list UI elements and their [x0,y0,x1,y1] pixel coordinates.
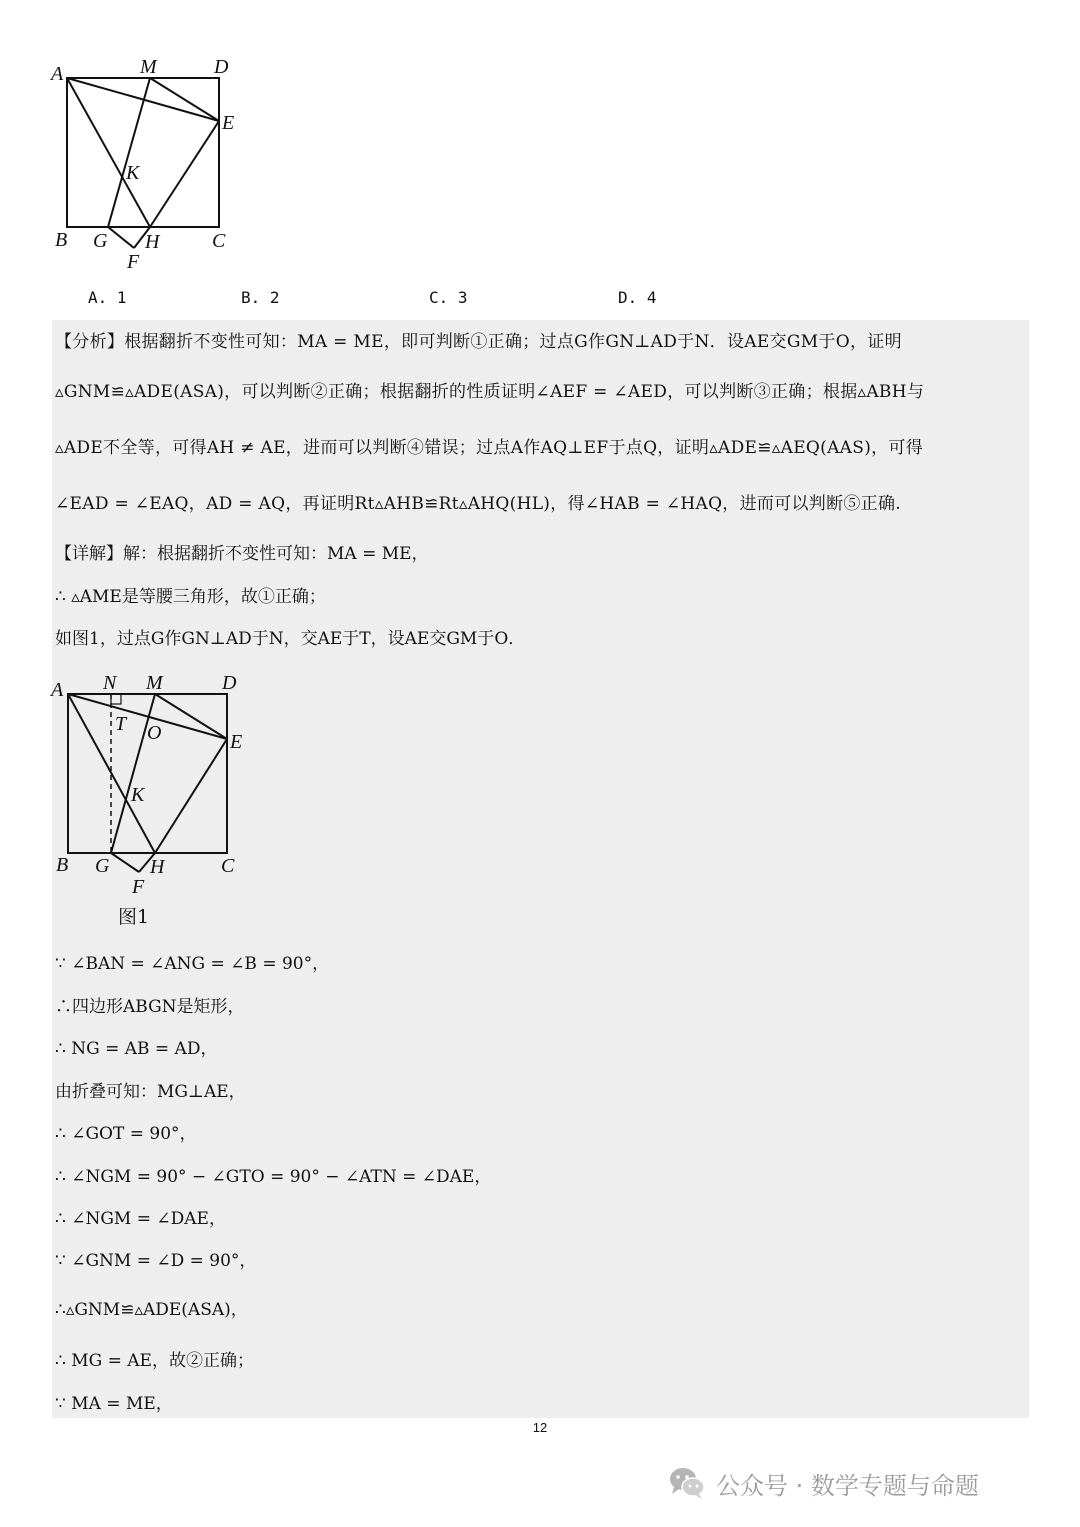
page-number: 12 [532,1420,548,1435]
choice-c: C. 3 [429,288,468,307]
label-b: B [55,229,68,251]
choice-b: B. 2 [241,288,280,307]
label-f: F [127,251,140,273]
segment-gf [111,853,139,872]
detail-line-6: ∴ NG = AB = AD， [55,1039,218,1059]
label-g: G [95,855,110,877]
label-d: D [222,672,237,694]
choice-d: D. 4 [618,288,657,307]
label-a: A [51,63,64,85]
detail-line-14: ∵ MA = ME， [55,1394,173,1414]
label-c: C [212,230,226,252]
choice-a: A. 1 [88,288,127,307]
label-e: E [230,731,243,753]
segment-me [150,78,219,121]
watermark [668,1465,979,1501]
detail-line-13: ∴ MG = AE，故②正确； [55,1351,254,1371]
answer-choices [0,288,1080,312]
label-h: H [145,231,160,253]
detail-line-7: 由折叠可知：MG⊥AE， [55,1082,246,1102]
detail-line-2: ∴ ▵AME是等腰三角形，故①正确； [55,587,326,607]
figure-1-caption: 图1 [118,906,150,928]
detail-line-4: ∵ ∠BAN = ∠ANG = ∠B = 90°， [55,954,330,974]
detail-line-8: ∴ ∠GOT = 90°， [55,1124,197,1144]
wechat-icon [668,1465,706,1501]
label-g: G [93,230,108,252]
label-f: F [132,876,145,898]
label-d: D [214,56,229,78]
label-m: M [146,672,163,694]
geometry-diagram-top [40,50,260,280]
detail-line-12: ∴▵GNM≌▵ADE(ASA)， [55,1300,248,1320]
segment-eh [150,121,219,227]
label-a: A [51,679,64,701]
right-angle-mark [111,694,121,704]
analysis-line-4: ∠EAD = ∠EAQ，AD = AQ，再证明Rt▵AHB≌Rt▵AHQ(HL)，得∠HAB = ∠HAQ，进而可以判断⑤正确. [55,494,902,514]
segment-mg [108,78,150,227]
detail-line-11: ∵ ∠GNM = ∠D = 90°， [55,1251,257,1271]
label-h: H [150,856,165,878]
figure-1 [40,665,270,900]
analysis-line-2: ▵GNM≌▵ADE(ASA)，可以判断②正确；根据翻折的性质证明∠AEF = ∠AED，可以判断③正确；根据▵ABH与 [55,382,925,402]
label-m: M [140,56,157,78]
analysis-line-1: 【分析】根据翻折不变性可知：MA = ME，即可判断①正确；过点G作GN⊥AD于N．设AE交GM于O，证明 [55,332,902,352]
detail-line-10: ∴ ∠NGM = ∠DAE， [55,1209,226,1229]
label-c: C [221,855,235,877]
label-k: K [131,784,145,806]
detail-line-5: ∴四边形ABGN是矩形， [55,997,245,1017]
label-t: T [115,713,127,735]
label-k: K [126,162,140,184]
analysis-line-3: ▵ADE不全等，可得AH ≠ AE，进而可以判断④错误；过点A作AQ⊥EF于点Q，证明▵ADE≌▵AEQ(AAS)，可得 [55,438,924,458]
label-b: B [56,854,69,876]
watermark-text: 公众号 · 数学专题与命题 [716,1471,979,1500]
label-n: N [103,672,117,694]
segment-eh [155,739,227,853]
label-o: O [147,722,162,744]
segment-gf [108,227,134,248]
geometry-diagram-figure1 [40,665,270,900]
figure-top [40,50,260,280]
detail-line-9: ∴ ∠NGM = 90° − ∠GTO = 90° − ∠ATN = ∠DAE， [55,1167,492,1187]
segment-me [155,694,227,739]
detail-line-3: 如图1，过点G作GN⊥AD于N，交AE于T，设AE交GM于O． [55,629,526,649]
detail-line-1: 【详解】解：根据翻折不变性可知：MA = ME， [55,544,429,564]
label-e: E [222,112,235,134]
segment-ah [67,78,150,227]
